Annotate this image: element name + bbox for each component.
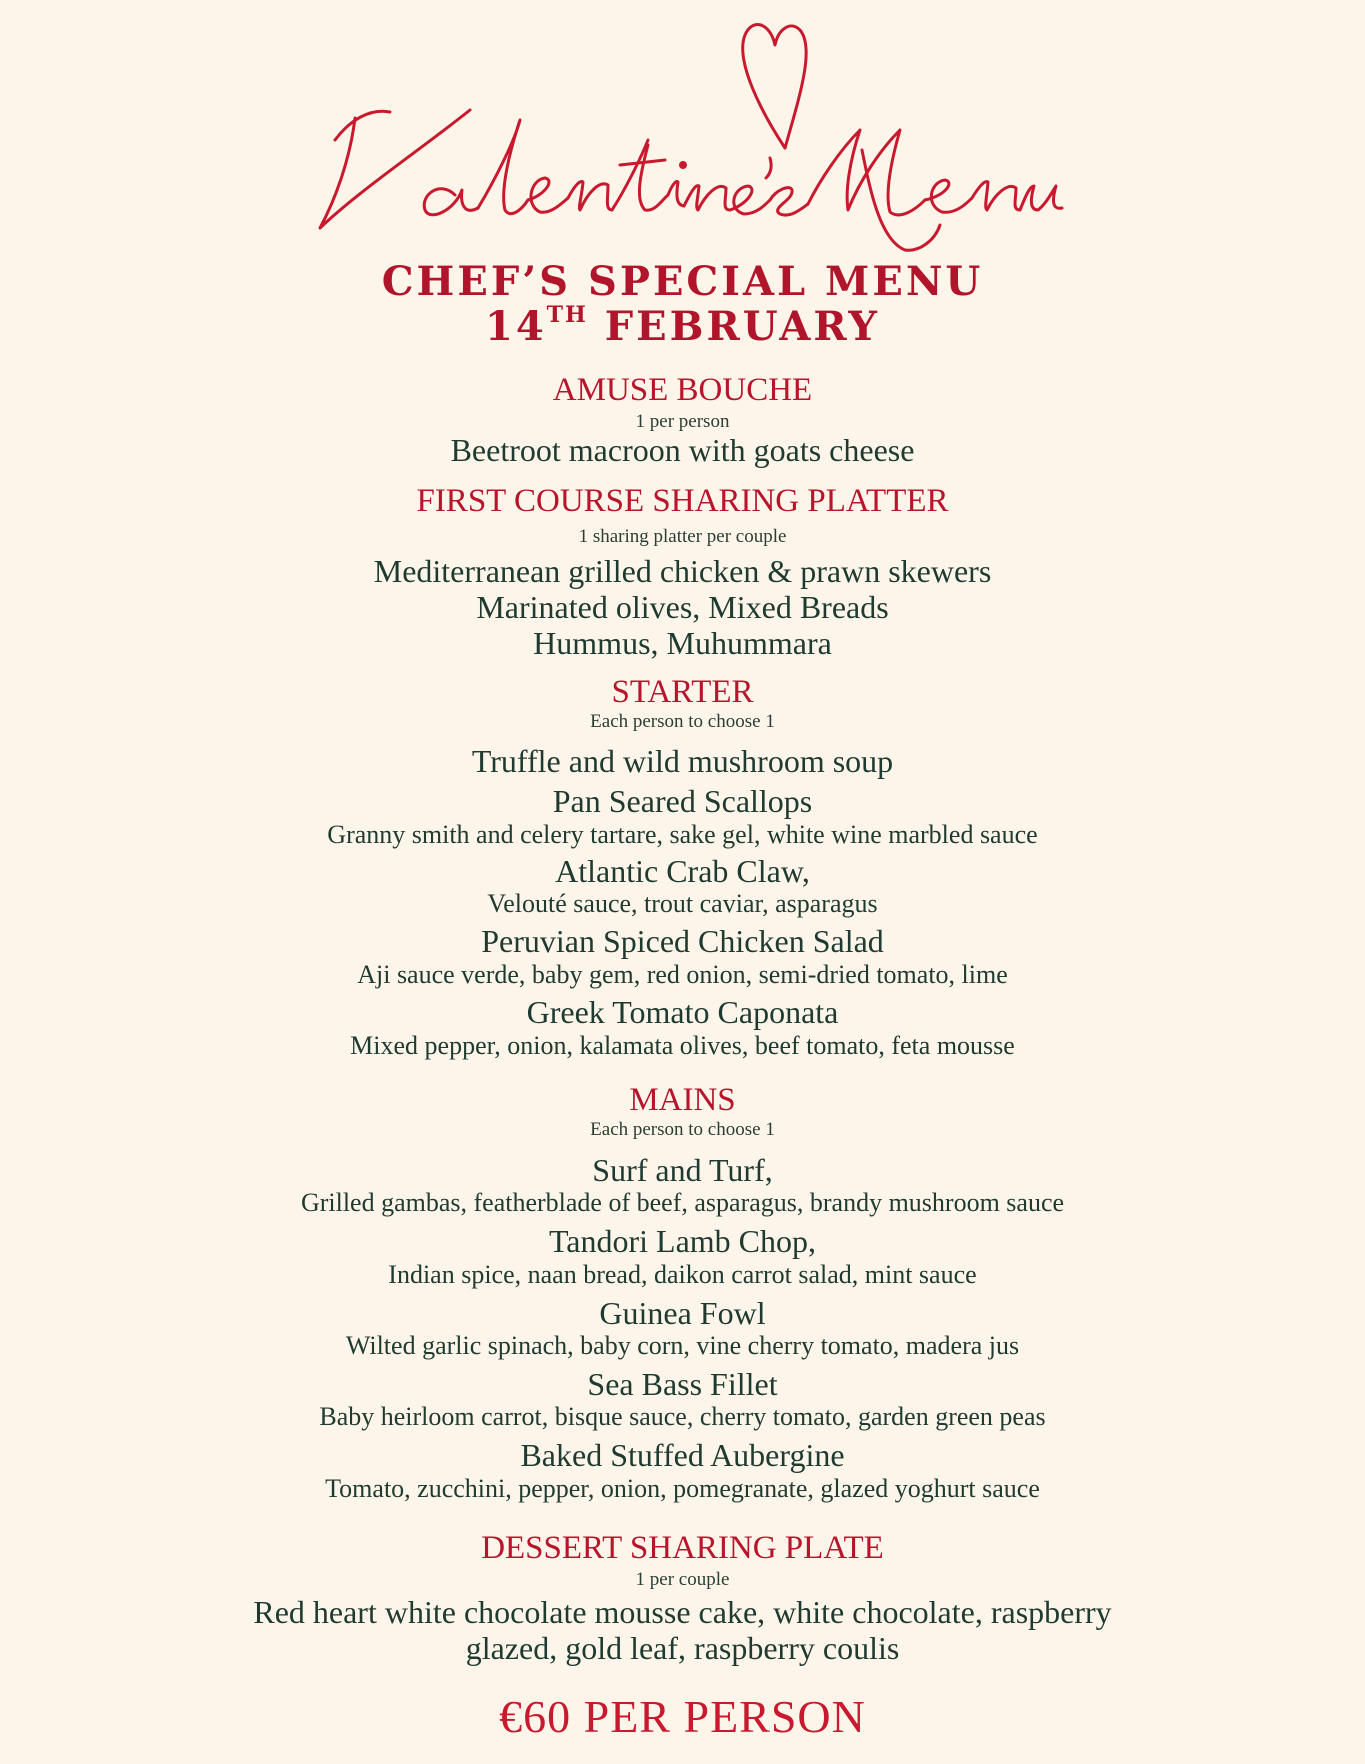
date-heading [0,302,1365,350]
dessert-line-2: glazed, gold leaf, raspberry coulis [465,1630,900,1666]
price-label: €60 PER PERSON [499,1691,866,1742]
date-number: 14 [485,303,547,350]
mains-dish-1: Surf and Turf, [592,1152,773,1188]
chefs-special-heading: CHEF’S SPECIAL MENU [381,258,984,305]
section-note-dessert: 1 per couple [635,1569,730,1590]
starter-dish-4: Peruvian Spiced Chicken Salad [481,923,884,959]
mains-dish-3: Guinea Fowl [599,1295,766,1331]
heart-script-logo [0,0,1365,260]
starter-dish-2: Pan Seared Scallops [552,783,813,819]
mains-dish-2: Tandori Lamb Chop, [548,1223,817,1259]
section-note-first: 1 sharing platter per couple [578,526,787,547]
section-title-starter: STARTER [611,674,754,710]
date-month: FEBRUARY [604,303,880,350]
mains-desc-1: Grilled gambas, featherblade of beef, asparagus, brandy mushroom sauce [300,1188,1065,1217]
section-title-dessert: DESSERT SHARING PLATE [481,1530,884,1566]
starter-desc-4: Aji sauce verde, baby gem, red onion, semi-dried tomato, lime [357,960,1008,989]
dish-amuse: Beetroot macroon with goats cheese [450,432,915,468]
mains-desc-3: Wilted garlic spinach, baby corn, vine cherry tomato, madera jus [345,1331,1020,1360]
mains-dish-5: Baked Stuffed Aubergine [520,1437,845,1473]
starter-dish-5: Greek Tomato Caponata [526,994,839,1030]
mains-desc-5: Tomato, zucchini, pepper, onion, pomegranate, glazed yoghurt sauce [325,1474,1040,1503]
section-title-amuse: AMUSE BOUCHE [552,372,813,408]
section-title-first: FIRST COURSE SHARING PLATTER [416,483,949,519]
starter-desc-5: Mixed pepper, onion, kalamata olives, beef tomato, feta mousse [350,1031,1015,1060]
dessert-line-1: Red heart white chocolate mousse cake, white chocolate, raspberry [253,1594,1112,1630]
section-title-mains: MAINS [629,1082,736,1118]
first-line-2: Marinated olives, Mixed Breads [476,589,889,625]
starter-desc-2: Granny smith and celery tartare, sake gel, white wine marbled sauce [327,820,1038,849]
starter-desc-3: Velouté sauce, trout caviar, asparagus [487,889,878,918]
mains-dish-4: Sea Bass Fillet [587,1366,778,1402]
valentines-menu-script-title [0,0,1365,260]
section-note-amuse: 1 per person [635,411,730,432]
first-line-1: Mediterranean grilled chicken & prawn skewers [373,553,992,589]
date-suffix: TH [546,302,588,328]
section-note-starter: Each person to choose 1 [590,711,775,732]
starter-dish-1: Truffle and wild mushroom soup [471,743,894,779]
mains-desc-2: Indian spice, naan bread, daikon carrot salad, mint sauce [388,1260,977,1289]
section-note-mains: Each person to choose 1 [590,1119,775,1140]
starter-dish-3: Atlantic Crab Claw, [555,853,810,889]
mains-desc-4: Baby heirloom carrot, bisque sauce, cherry tomato, garden green peas [319,1402,1046,1431]
first-line-3: Hummus, Muhummara [533,625,832,661]
